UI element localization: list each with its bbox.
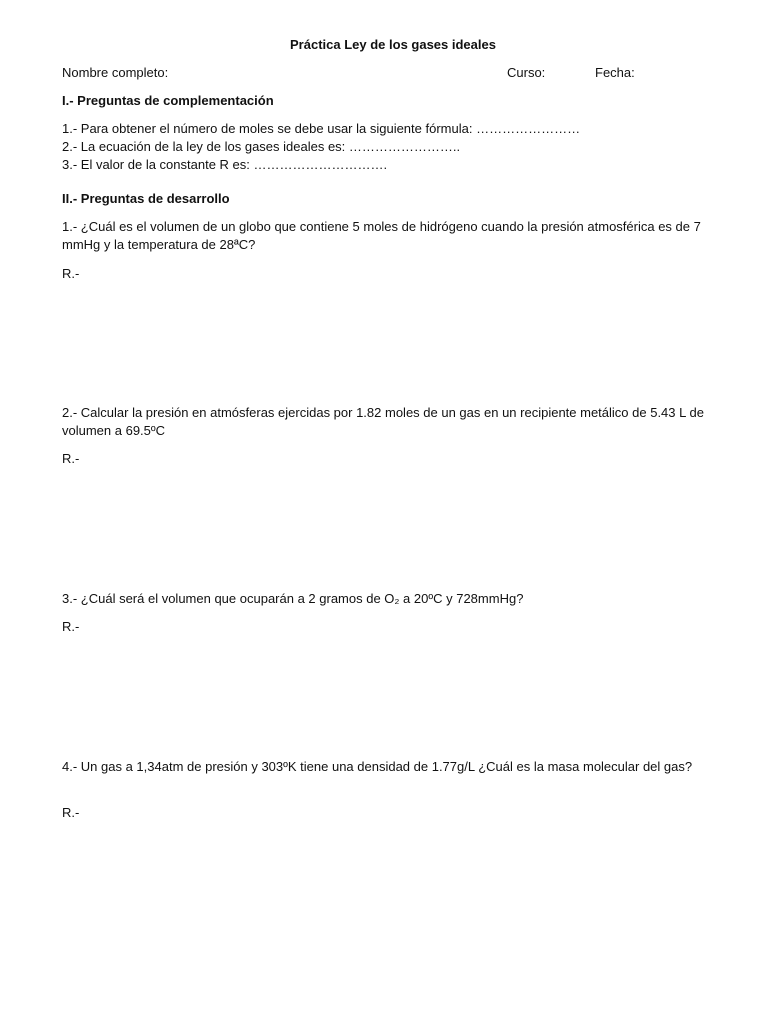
answer-label-2: R.-: [62, 451, 80, 466]
answer-label-4: R.-: [62, 805, 80, 820]
question-4: 4.- Un gas a 1,34atm de presión y 303ºK tiene una densidad de 1.77g/L ¿Cuál es la masa molecular del gas?: [62, 759, 693, 774]
fill-item-3: 3.- El valor de la constante R es: ………………………….: [62, 157, 388, 172]
answer-label-1: R.-: [62, 266, 80, 281]
section1-heading: I.- Preguntas de complementación: [62, 93, 274, 108]
date-label: Fecha:: [595, 65, 635, 80]
fill-item-1: 1.- Para obtener el número de moles se debe usar la siguiente fórmula: ……………………: [62, 121, 581, 136]
name-label: Nombre completo:: [62, 65, 169, 80]
page-title: Práctica Ley de los gases ideales: [290, 37, 496, 52]
question-1: 1.- ¿Cuál es el volumen de un globo que contiene 5 moles de hidrógeno cuando la presión atmosférica es de 7 mmHg y la temperatura de 28ªC?: [62, 219, 701, 252]
question-3: 3.- ¿Cuál será el volumen que ocuparán a 2 gramos de O₂ a 20ºC y 728mmHg?: [62, 591, 524, 606]
question-2: 2.- Calcular la presión en atmósferas ejercidas por 1.82 moles de un gas en un recipiente metálico de 5.43 L de volumen a 69.5ºC: [62, 405, 704, 438]
section2-heading: II.- Preguntas de desarrollo: [62, 191, 230, 206]
answer-label-3: R.-: [62, 619, 80, 634]
course-label: Curso:: [507, 65, 546, 80]
fill-item-2: 2.- La ecuación de la ley de los gases ideales es: ……………………..: [62, 139, 461, 154]
